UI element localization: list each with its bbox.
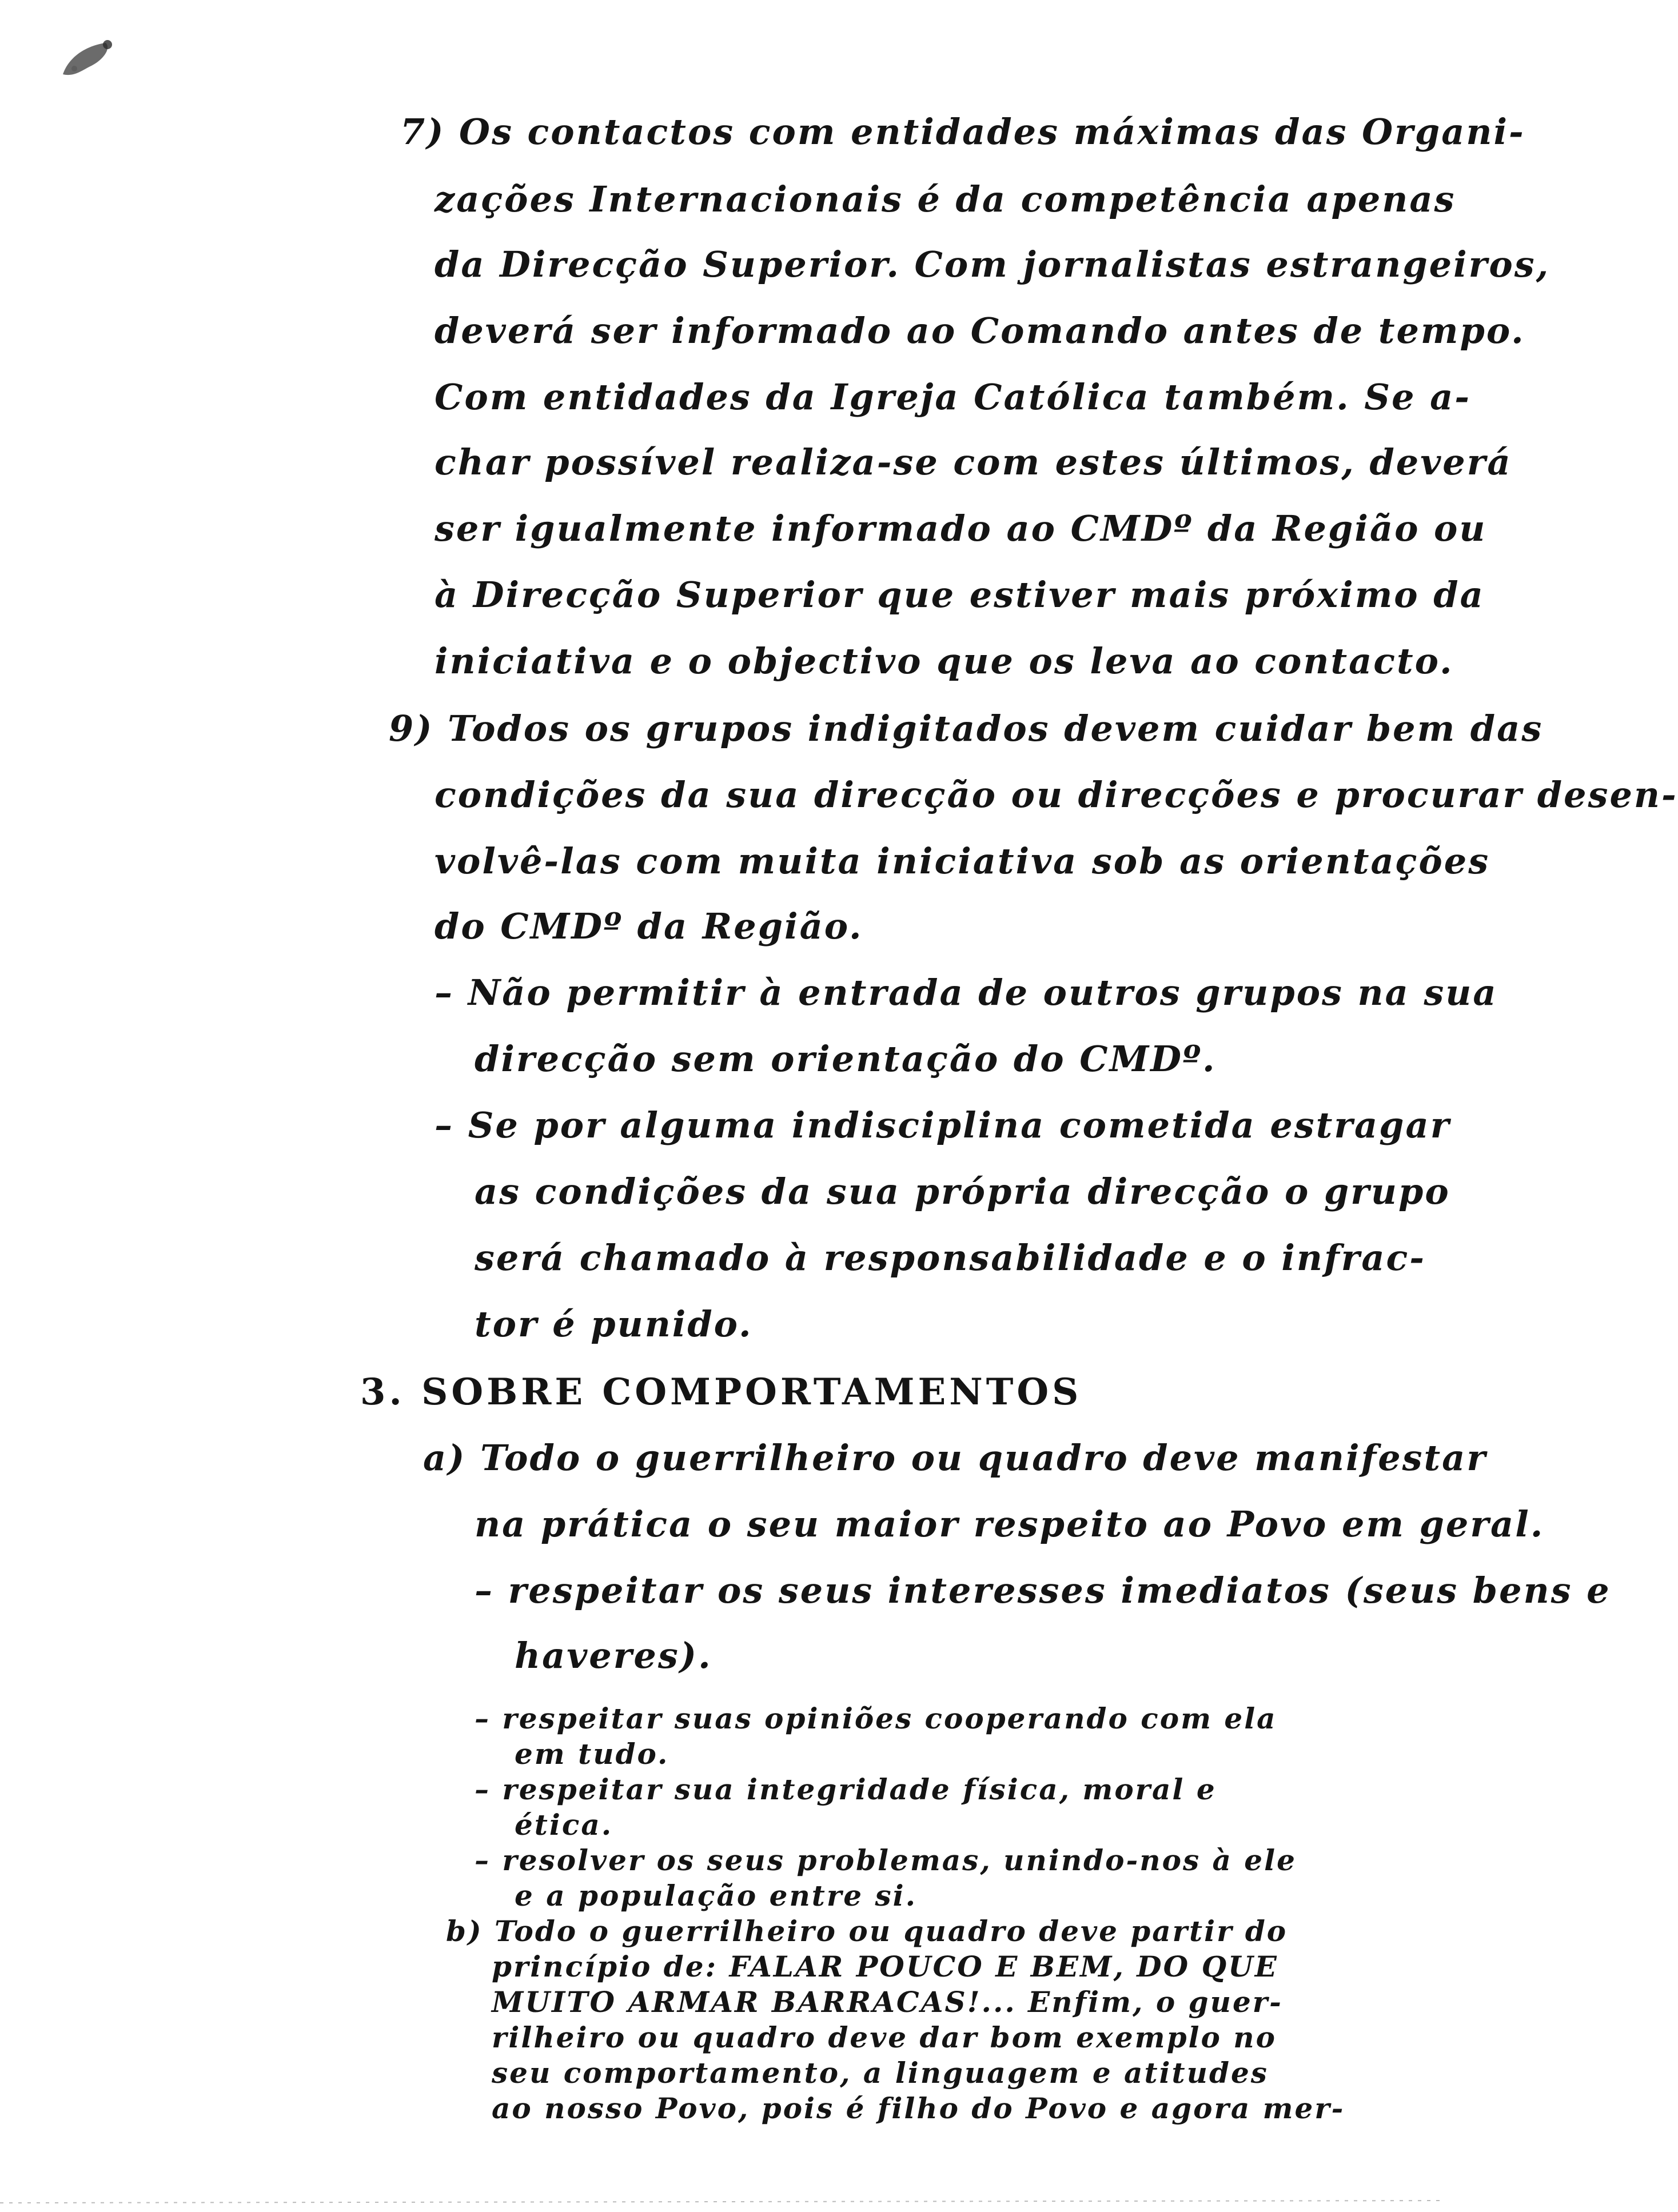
text-line: – respeitar suas opiniões cooperando com ela xyxy=(475,1702,1277,1735)
text-line: iniciativa e o objectivo que os leva ao contacto. xyxy=(435,640,1454,682)
text-line: na prática o seu maior respeito ao Povo em geral. xyxy=(475,1503,1545,1545)
text-line: será chamado à responsabilidade e o infrac- xyxy=(475,1237,1426,1279)
text-line: b) Todo o guerrilheiro ou quadro deve partir do xyxy=(446,1914,1288,1948)
text-line: condições da sua direcção ou direcções e procurar desen- xyxy=(435,774,1678,816)
text-line: tor é punido. xyxy=(475,1303,753,1345)
ink-blot-mark xyxy=(51,34,120,86)
scan-bottom-edge xyxy=(0,2188,1445,2212)
text-line: char possível realiza-se com estes últimos, deverá xyxy=(435,441,1512,483)
text-line: ser igualmente informado ao CMDº da Região ou xyxy=(435,508,1487,549)
text-line: Com entidades da Igreja Católica também. Se a- xyxy=(435,376,1471,418)
text-line: MUITO ARMAR BARRACAS!... Enfim, o guer- xyxy=(492,1985,1283,2019)
text-line: haveres). xyxy=(515,1635,712,1676)
text-line: rilheiro ou quadro deve dar bom exemplo no xyxy=(492,2021,1277,2054)
text-line: – resolver os seus problemas, unindo-nos à ele xyxy=(475,1843,1297,1877)
text-line: 9) Todos os grupos indigitados devem cuidar bem das xyxy=(389,708,1544,749)
text-line: as condições da sua própria direcção o grupo xyxy=(475,1171,1450,1212)
text-line: e a população entre si. xyxy=(515,1879,918,1912)
text-line: ética. xyxy=(515,1808,613,1842)
text-line: à Direcção Superior que estiver mais próximo da xyxy=(435,574,1485,616)
text-line: volvê-las com muita iniciativa sob as orientações xyxy=(435,840,1490,882)
text-line: seu comportamento, a linguagem e atitudes xyxy=(492,2056,1269,2090)
text-line: zações Internacionais é da competência apenas xyxy=(435,178,1456,220)
text-line: do CMDº da Região. xyxy=(435,905,863,947)
text-line: deverá ser informado ao Comando antes de tempo. xyxy=(435,310,1525,352)
text-line: – Não permitir à entrada de outros grupos na sua xyxy=(435,972,1498,1013)
text-line: da Direcção Superior. Com jornalistas estrangeiros, xyxy=(435,243,1551,285)
text-line: ao nosso Povo, pois é filho do Povo e agora mer- xyxy=(492,2091,1345,2125)
text-line: – respeitar sua integridade física, moral e xyxy=(475,1772,1217,1806)
text-line: – respeitar os seus interesses imediatos (seus bens e xyxy=(475,1570,1611,1611)
text-line: 7) Os contactos com entidades máximas das Organi- xyxy=(400,111,1525,153)
section-heading: 3. SOBRE COMPORTAMENTOS xyxy=(360,1371,1082,1414)
text-line: a) Todo o guerrilheiro ou quadro deve manifestar xyxy=(423,1437,1488,1479)
text-line: direcção sem orientação do CMDº. xyxy=(475,1038,1217,1080)
text-line: – Se por alguma indisciplina cometida estragar xyxy=(435,1104,1451,1146)
text-line: em tudo. xyxy=(515,1737,669,1771)
text-line: princípio de: FALAR POUCO E BEM, DO QUE xyxy=(492,1950,1278,1983)
